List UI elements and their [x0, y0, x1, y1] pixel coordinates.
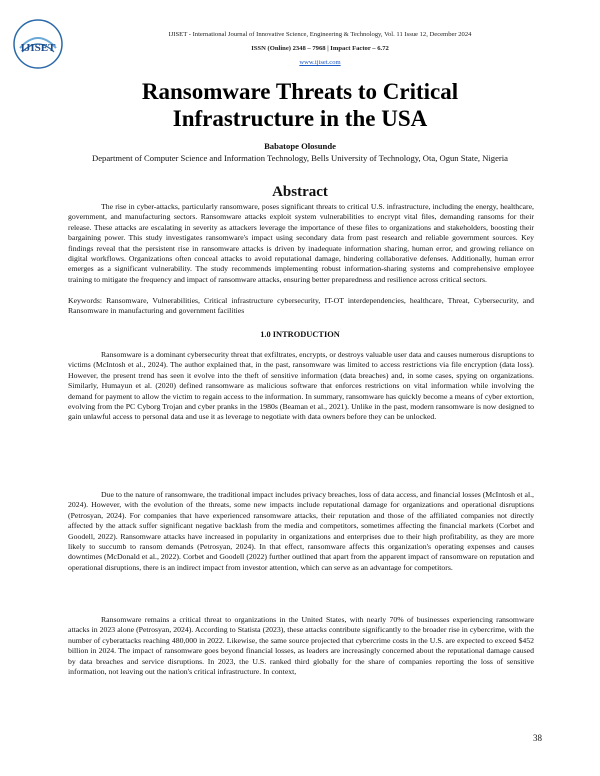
journal-logo-icon [12, 18, 64, 70]
page-number: 38 [533, 733, 542, 743]
paragraph: Due to the nature of ransomware, the traditional impact includes privacy breaches, loss of data access, and financial losses (McIntosh et al., 2024). However, with the evolution of the threats, some new impacts include reputational damage for organizations and operational disruptions (Petrosyan, 2024). For companies that have experienced ransomware attacks, their reputation and those of the affiliated companies not directly affected by the attack suffer significant negative backlash from the media and competitors, sometimes affecting the financial markets (Corbet and Goodell, 2022). Ransomware attacks have increased in popularity in organizations and enterprises due to their high profitability, as they are more likely to succumb to ransom demands (Petrosyan, 2024). In that effect, ransomware affects this organization's operating expenses and causes downtimes (McDonald et al., 2022). Corbet and Goodell (2022) further outlined that apart from the apparent impact of ransomware on reputation and operational disruptions, there is an indirect impact from investor attention, which can serve as an advantage for competitors. [68, 490, 534, 572]
abstract-body: The rise in cyber-attacks, particularly ransomware, poses significant threats to critical U.S. infrastructure, including the energy, healthcare, government, and manufacturing sectors. Ransomware attacks exploit system vulnerabilities to encrypt vital files, demanding ransoms for their release. These attacks are escalating in severity as attackers leverage the importance of these files to organizations and stakeholders, boosting their bargaining power. This study investigates ransomware's impact using secondary data from past research and reliable government sources. Key findings reveal that the persistent rise in ransomware attacks is driven by inadequate information sharing, human error, and growing reliance on digital workflows. Organizations often conceal attacks to avoid reputational damage, hindering collaborative defenses. Additionally, human error emerges as a significant vulnerability. The study recommends implementing robust information-sharing systems and comprehensive employee training to mitigate the frequency and impact of ransomware attacks, ensuring better preparedness and resilience across critical sectors. [68, 202, 534, 284]
journal-header [110, 30, 530, 68]
journal-logo [12, 18, 64, 70]
issn-line: ISSN (Online) 2348 – 7968 | Impact Factor – 6.72 [251, 45, 389, 52]
paper-title: Ransomware Threats to Critical Infrastructure in the USA [141, 79, 459, 131]
abstract-heading: Abstract [272, 184, 328, 200]
journal-website-link[interactable]: www.ijiset.com [299, 59, 341, 66]
author-name: Babatope Olosunde [264, 141, 336, 151]
section-heading: 1.0 INTRODUCTION [260, 330, 340, 339]
paragraph: Ransomware remains a critical threat to organizations in the United States, with nearly 70% of businesses experiencing ransomware attacks in 2023 alone (Petrosyan, 2024). According to Statista (2023), these attacks contribute significantly to the broader rise in cybercrime, with the number of cyberattacks reaching 480,000 in 2022. Likewise, the same source projected that cybercrime costs in the U.S. are expected to exceed $452 billion in 2024. The impact of ransomware goes beyond financial losses, as leaders are increasingly concerned about the reputational damage caused by data breaches and service disruptions. In 2023, the U.S. ranked third globally for the share of companies reporting the loss of sensitive information, not leaving out the nation's critical infrastructure. In context, [68, 615, 534, 677]
logo-text: IJISET [20, 42, 56, 54]
paragraph: Ransomware is a dominant cybersecurity threat that exfiltrates, encrypts, or destroys valuable user data and causes numerous disruptions to victims (McIntosh et al., 2024). The author explained that, in the past, ransomware was limited to access restrictions via file encryption (data loss). However, the present trend has seen it evolve into the theft of sensitive information (data breaches) and, in some cases, spying on organizations. Similarly, Humayun et al. (2020) defined ransomware as malicious software that enforces restrictions on vital information while involving the demand for payment to allow the victim to regain access to the information. In summary, ransomware has quickly become a means of cyber extortion, evolving from the PC Cyborg Trojan and cyber pranks in the 1980s (Beaman et al., 2021). Unlike in the past, modern ransomware is now designed to gain unlawful access to personal data and use it as leverage to negotiate with data owners before they can be unlocked. [68, 350, 534, 422]
author-block [40, 140, 560, 164]
author-affiliation: Department of Computer Science and Information Technology, Bells University of Technology, Ota, Ogun State, Nigeria [92, 153, 508, 163]
journal-line: IJISET - International Journal of Innovative Science, Engineering & Technology, Vol. 11 Issue 12, December 2024 [168, 31, 472, 38]
keywords: Keywords: Ransomware, Vulnerabilities, Critical infrastructure cybersecurity, IT-OT interdependencies, healthcare, Threat, Cybersecurity, and Ransomware in manufacturing and government facilities [68, 296, 534, 316]
